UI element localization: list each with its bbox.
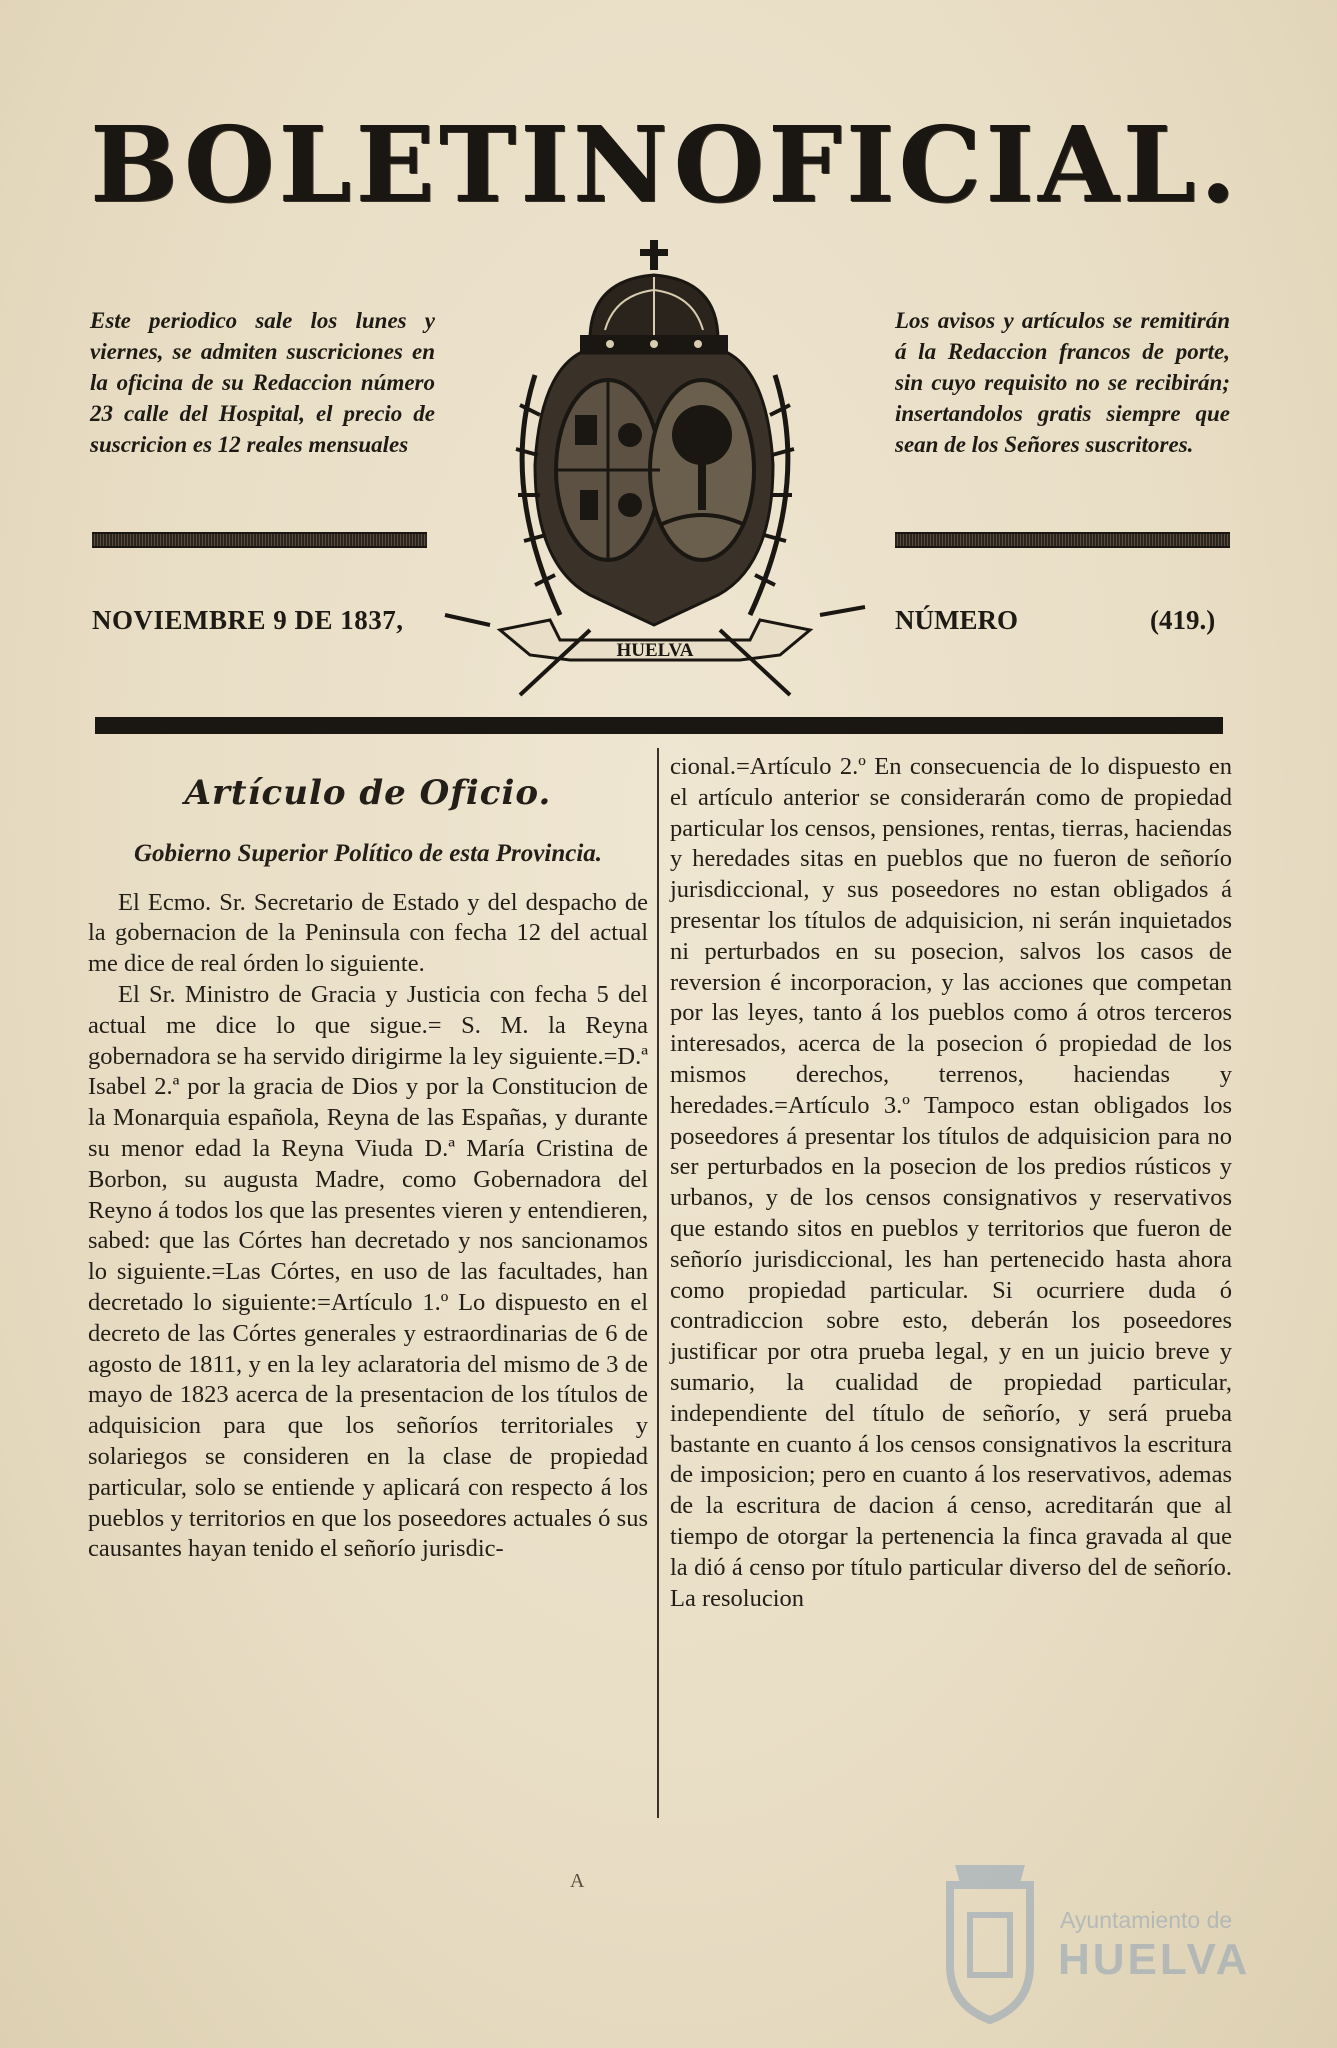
emblem-ribbon-label: HUELVA [616,640,694,661]
notices-note: Los avisos y artículos se remitirán á la Redaccion francos de porte, sin cuyo requisito no se recibirán; insertandolos gratis siempre que sean de los Señores suscritores. [895,308,1230,457]
article-subheading: Gobierno Superior Político de esta Provincia. [133,839,603,867]
header-divider [95,717,1223,734]
section-title: Artículo de Oficio. [184,773,552,813]
masthead-word-oficial: OFICIAL. [673,103,1240,226]
issue-number-label: NÚMERO [895,605,1018,635]
article-column-left [88,752,648,1565]
page-folio: A [570,1870,585,1892]
issue-date: NOVIEMBRE 9 DE 1837, [92,605,404,635]
ornamental-rule-right [895,532,1230,548]
masthead-word-boletin: BOLETIN [90,103,672,226]
column-divider [657,748,659,1818]
paragraph: El Ecmo. Sr. Secretario de Estado y del despacho de la gobernacion de la Peninsula con fecha 12 del actual me dice de real órden lo siguiente. [88,888,648,978]
watermark-line1: Ayuntamiento de [1060,1907,1233,1933]
paragraph: El Sr. Ministro de Gracia y Justicia con fecha 5 del actual me dice lo que sigue.= S. M. la Reyna gobernadora se ha servido dirigirme la ley siguiente.=D.ª Isabel 2.ª por la gracia de Dios y por la Constitucion de la Monarquia española, Reyna de las Españas, y durante su menor edad la Reyna Viuda D.ª María Cristina de Borbon, su augusta Madre, como Gobernadora del Reyno á todos los que las presentes vieren y entendieren, sabed: que las Córtes han decretado y nos sancionamos lo siguiente.=Las Córtes, en uso de las facultades, han decretado lo siguiente:=Artículo 1.º Lo dispuesto en el decreto de las Córtes generales y estraordinarias de 6 de agosto de 1811, y en la ley aclaratoria del mismo de 3 de mayo de 1823 acerca de la presentacion de los títulos de adquisicion para que los señoríos territoriales y solariegos se consideren en la clase de propiedad particular, solo se entiende y aplicará con respecto á los pueblos y territorios en que los poseedores actuales ó sus causantes hayan tenido el señorío jurisdic- [88,980,648,1563]
watermark-line2: HUELVA [1058,1935,1251,1984]
subscription-note: Este periodico sale los lunes y viernes, se admiten suscriciones en la oficina de su Redaccion número 23 calle del Hospital, el precio de suscricion es 12 reales mensuales [90,308,435,457]
city-shield-icon [930,1855,1050,2025]
issue-number-value: (419.) [1150,605,1216,635]
watermark [930,1855,1270,2025]
masthead-title [90,103,1240,226]
article-column-right [670,752,1232,1614]
paragraph: cional.=Artículo 2.º En consecuencia de lo dispuesto en el artículo anterior se considerarán como de propiedad particular los censos, pensiones, rentas, tierras, haciendas y heredades sitas en pueblos que no fueron de señorío jurisdiccional, y sus poseedores no estan obligados á presentar los títulos de adquisicion, ni serán inquietados ni perturbados en su posecion, salvos los casos de reversion é incorporacion, y las acciones que competan por las leyes, tanto á los pueblos como á otros terceros interesados, acerca de la posecion ó propiedad de los mismos derechos, terrenos, haciendas y heredades.=Artículo 3.º Tampoco estan obligados los poseedores á presentar los títulos de adquisicion para no ser perturbados en la posecion de los predios rústicos y urbanos, y de los censos consignativos y reservativos que estando sitos en pueblos y territorios que fueron de señorío jurisdiccional, les han pertenecido hasta ahora como propiedad particular. Si ocurriere duda ó contradiccion sobre esto, deberán los poseedores justificar por otra prueba legal, y en un juicio breve y sumario, la cualidad de propiedad particular, independiente del título de señorío, y será prueba bastante en cuanto á los censos consignativos la escritura de imposicion; pero en cuanto á los reservativos, ademas de la escritura de dacion á censo, acreditarán que al tiempo de otorgar la pertenencia la finca gravada al que la dió á censo por título particular diverso del de señorío. La resolucion [670,753,1232,1612]
coat-of-arms-icon [440,235,870,705]
ornamental-rule-left [92,532,427,548]
